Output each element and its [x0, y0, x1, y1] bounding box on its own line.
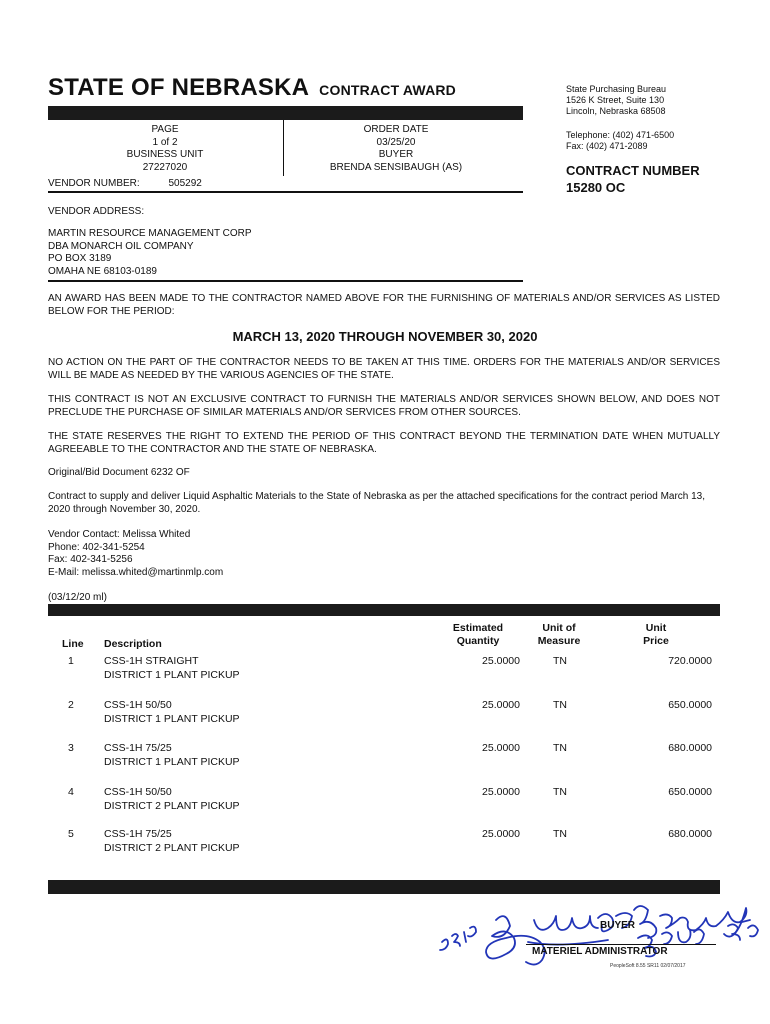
row-description — [104, 698, 240, 726]
row-quantity: 25.0000 — [482, 786, 520, 798]
row-price: 680.0000 — [668, 742, 712, 754]
handwritten-signature — [438, 898, 770, 988]
vendor-contact-fax: Fax: 402-341-5256 — [48, 554, 133, 565]
column-header-price-line1: Unit — [645, 622, 667, 634]
row-description-line2: DISTRICT 1 PLANT PICKUP — [104, 756, 240, 768]
business-unit-label: BUSINESS UNIT — [126, 149, 204, 160]
table-row — [0, 741, 770, 773]
row-description — [104, 785, 240, 813]
telephone: Telephone: (402) 471-6500 — [566, 130, 675, 140]
vendor-number-value: 505292 — [168, 178, 202, 189]
vendor-address — [48, 228, 252, 278]
document-title-main: STATE OF NEBRASKA — [48, 74, 309, 101]
page-label: PAGE — [151, 124, 179, 135]
row-quantity: 25.0000 — [482, 655, 520, 667]
address-rule — [48, 280, 523, 282]
order-info — [296, 124, 496, 174]
fax: Fax: (402) 471-2089 — [566, 141, 648, 151]
column-header-quantity-line1: Estimated — [452, 622, 504, 634]
vendor-address-label: VENDOR ADDRESS: — [48, 206, 145, 217]
footer-code: PeopleSoft 8.55 SR11 02/07/2017 — [610, 963, 686, 969]
row-price: 650.0000 — [668, 786, 712, 798]
row-description — [104, 654, 240, 682]
column-header-quantity — [430, 622, 526, 648]
row-quantity: 25.0000 — [482, 742, 520, 754]
row-price: 680.0000 — [668, 828, 712, 840]
order-date-value: 03/25/20 — [376, 136, 416, 148]
row-price: 650.0000 — [668, 699, 712, 711]
vendor-address-line: PO BOX 3189 — [48, 253, 112, 264]
contract-number-value: 15280 OC — [566, 180, 626, 195]
vendor-number-label: VENDOR NUMBER: — [48, 178, 140, 189]
table-bottom-bar — [48, 880, 720, 894]
order-date-label: ORDER DATE — [363, 124, 429, 135]
column-header-description: Description — [104, 638, 162, 650]
contract-period: MARCH 13, 2020 THROUGH NOVEMBER 30, 2020 — [232, 329, 538, 344]
row-description-line1: CSS-1H 75/25 — [104, 828, 172, 840]
row-uom: TN — [553, 786, 567, 798]
table-row — [0, 785, 770, 817]
contract-description: Contract to supply and deliver Liquid Asphaltic Materials to the State of Nebraska as per the attached specifications for the contract period March 13, 2020 through November 30, 2020. — [48, 491, 706, 515]
row-line-number: 2 — [68, 699, 74, 711]
row-description-line1: CSS-1H 75/25 — [104, 742, 172, 754]
column-header-uom — [524, 622, 594, 648]
purchasing-contact — [566, 130, 674, 152]
paragraph-no-action: NO ACTION ON THE PART OF THE CONTRACTOR NEEDS TO BE TAKEN AT THIS TIME. ORDERS FOR THE MATERIALS AND/OR SERVICES WILL BE MADE AS NEEDED BY THE VARIOUS AGENCIES OF THE STATE. — [48, 357, 720, 381]
document-title-sub: CONTRACT AWARD — [319, 82, 456, 98]
row-description — [104, 827, 240, 855]
column-header-uom-line2: Measure — [537, 635, 581, 647]
buyer-label: BUYER — [378, 149, 414, 160]
row-quantity: 25.0000 — [482, 828, 520, 840]
row-line-number: 4 — [68, 786, 74, 798]
row-description-line1: CSS-1H STRAIGHT — [104, 655, 199, 667]
table-row — [0, 654, 770, 686]
buyer-value: BRENDA SENSIBAUGH (AS) — [329, 161, 463, 173]
column-header-price — [628, 622, 684, 648]
page-info — [100, 124, 230, 174]
header-bar — [48, 106, 523, 120]
column-header-price-line2: Price — [643, 635, 669, 647]
award-statement: AN AWARD HAS BEEN MADE TO THE CONTRACTOR NAMED ABOVE FOR THE FURNISHING OF MATERIALS AND/OR SERVICES AS LISTED BELOW FOR THE PERIOD: — [48, 293, 720, 317]
entry-note: (03/12/20 ml) — [48, 592, 107, 603]
row-uom: TN — [553, 655, 567, 667]
table-top-bar — [48, 604, 720, 616]
paragraph-extension: THE STATE RESERVES THE RIGHT TO EXTEND THE PERIOD OF THIS CONTRACT BEYOND THE TERMINATION DATE WHEN MUTUALLY AGREEABLE TO THE CONTRACTOR AND THE STATE OF NEBRASKA. — [48, 431, 720, 455]
bid-document: Original/Bid Document 6232 OF — [48, 467, 190, 478]
row-price: 720.0000 — [668, 655, 712, 667]
administrator-signature-label: MATERIEL ADMINISTRATOR — [532, 946, 668, 957]
row-description-line2: DISTRICT 1 PLANT PICKUP — [104, 669, 240, 681]
row-quantity: 25.0000 — [482, 699, 520, 711]
vendor-contact-email: E-Mail: melissa.whited@martinmlp.com — [48, 566, 224, 578]
row-description-line2: DISTRICT 2 PLANT PICKUP — [104, 842, 240, 854]
bureau-line: State Purchasing Bureau — [566, 84, 667, 94]
page-value: 1 of 2 — [152, 136, 178, 148]
vendor-contact — [48, 529, 223, 579]
row-description — [104, 741, 240, 769]
buyer-signature-label: BUYER — [600, 920, 636, 931]
column-header-quantity-line2: Quantity — [456, 635, 500, 647]
row-uom: TN — [553, 699, 567, 711]
vendor-rule — [48, 191, 523, 193]
administrator-signature-line — [526, 944, 716, 945]
vendor-contact-name: Vendor Contact: Melissa Whited — [48, 529, 191, 540]
contract-number-block — [566, 162, 700, 196]
row-line-number: 3 — [68, 742, 74, 754]
vendor-contact-phone: Phone: 402-341-5254 — [48, 541, 145, 553]
contract-number-label: CONTRACT NUMBER — [566, 163, 700, 178]
column-header-uom-line1: Unit of — [542, 622, 576, 634]
vendor-address-line: DBA MONARCH OIL COMPANY — [48, 240, 194, 252]
business-unit-value: 27227020 — [142, 161, 188, 173]
paragraph-non-exclusive: THIS CONTRACT IS NOT AN EXCLUSIVE CONTRACT TO FURNISH THE MATERIALS AND/OR SERVICES SHOWN BELOW, AND DOES NOT PRECLUDE THE PURCHASE OF SIMILAR MATERIALS AND/OR SERVICES FROM OTHER SOURCES. — [48, 394, 720, 418]
table-row — [0, 827, 770, 859]
row-line-number: 5 — [68, 828, 74, 840]
column-header-line: Line — [62, 638, 84, 650]
row-description-line2: DISTRICT 2 PLANT PICKUP — [104, 800, 240, 812]
row-uom: TN — [553, 828, 567, 840]
row-description-line1: CSS-1H 50/50 — [104, 786, 172, 798]
header-divider — [283, 120, 284, 176]
row-description-line1: CSS-1H 50/50 — [104, 699, 172, 711]
row-line-number: 1 — [68, 655, 74, 667]
bureau-address — [566, 84, 666, 117]
bureau-line: 1526 K Street, Suite 130 — [566, 95, 665, 105]
table-row — [0, 698, 770, 730]
row-description-line2: DISTRICT 1 PLANT PICKUP — [104, 713, 240, 725]
row-uom: TN — [553, 742, 567, 754]
document-title — [48, 74, 456, 102]
bureau-line: Lincoln, Nebraska 68508 — [566, 106, 666, 116]
vendor-address-line: OMAHA NE 68103-0189 — [48, 265, 157, 277]
vendor-number — [48, 178, 202, 189]
vendor-address-line: MARTIN RESOURCE MANAGEMENT CORP — [48, 228, 252, 239]
